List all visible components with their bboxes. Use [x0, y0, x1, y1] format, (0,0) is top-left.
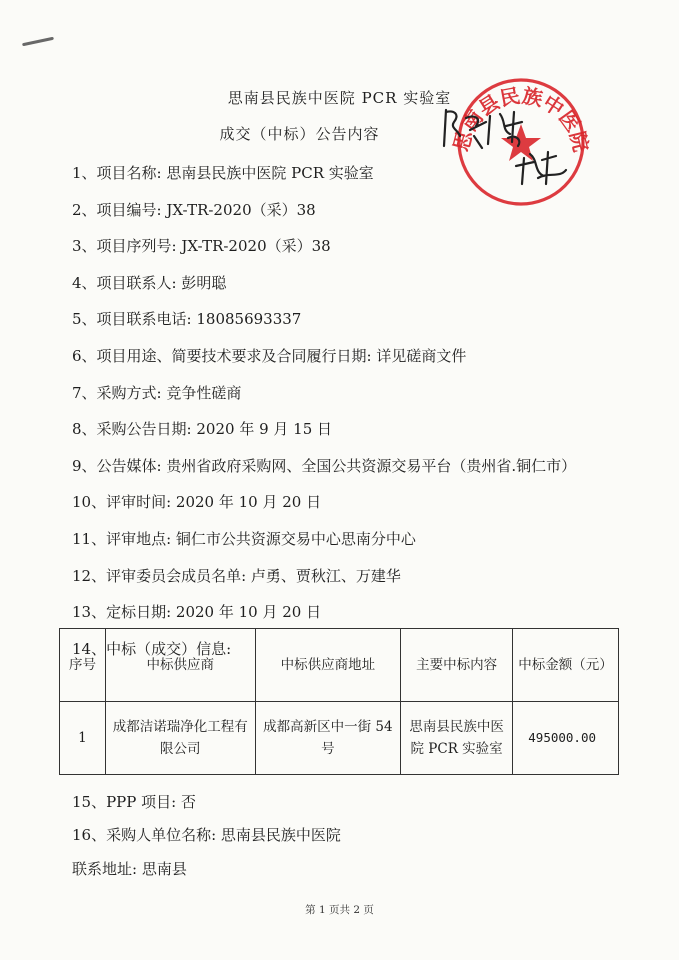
- item-purchaser: 16、采购人单位名称: 思南县民族中医院: [72, 826, 341, 844]
- header-seq: 序号: [60, 629, 106, 702]
- document-subtitle: 成交（中标）公告内容: [219, 125, 380, 143]
- cell-address: 成都高新区中一街 54 号: [255, 702, 401, 775]
- item-project-name: 1、项目名称: 思南县民族中医院 PCR 实验室: [72, 164, 374, 182]
- svg-text:思南县民族中医院: 思南县民族中医院: [448, 83, 594, 155]
- header-address: 中标供应商地址: [255, 629, 401, 702]
- cell-seq: 1: [60, 702, 106, 775]
- header-amount: 中标金额（元）: [513, 629, 619, 702]
- item-procurement-method: 7、采购方式: 竞争性磋商: [72, 383, 242, 402]
- award-table: [59, 628, 619, 775]
- contact-address: 联系地址: 思南县: [72, 860, 187, 878]
- item-award-date: 13、定标日期: 2020 年 10 月 20 日: [72, 603, 322, 622]
- item-project-serial: 3、项目序列号: JX-TR-2020（采）38: [72, 237, 331, 256]
- cell-supplier: 成都洁诺瑞净化工程有限公司: [105, 702, 255, 775]
- table-header-row: [60, 629, 619, 702]
- item-media: 9、公告媒体: 贵州省政府采购网、全国公共资源交易平台（贵州省.铜仁市）: [72, 456, 577, 475]
- item-contact-person: 4、项目联系人: 彭明聪: [72, 273, 227, 292]
- header-supplier: 中标供应商: [105, 629, 255, 702]
- item-ppp: 15、PPP 项目: 否: [72, 793, 196, 811]
- item-committee: 12、评审委员会成员名单: 卢勇、贾秋江、万建华: [72, 566, 401, 585]
- item-review-time: 10、评审时间: 2020 年 10 月 20 日: [72, 493, 322, 512]
- item-project-number: 2、项目编号: JX-TR-2020（采）38: [72, 200, 316, 219]
- table-row: [60, 702, 619, 775]
- header-content: 主要中标内容: [401, 629, 513, 702]
- item-purpose: 6、项目用途、简要技术要求及合同履行日期: 详见磋商文件: [72, 346, 467, 365]
- document-title: 思南县民族中医院 PCR 实验室: [227, 89, 452, 107]
- item-announcement-date: 8、采购公告日期: 2020 年 9 月 15 日: [72, 420, 333, 439]
- item-award-info: 14、中标（成交）信息:: [72, 639, 232, 658]
- pen-mark: [22, 37, 54, 47]
- item-contact-phone: 5、项目联系电话: 18085693337: [72, 310, 302, 329]
- page-footer: 第 1 页共 2 页: [305, 904, 374, 916]
- cell-content: 思南县民族中医院 PCR 实验室: [401, 702, 513, 775]
- item-review-location: 11、评审地点: 铜仁市公共资源交易中心思南分中心: [72, 529, 416, 548]
- announcement-items: [72, 162, 632, 674]
- cell-amount: 495000.00: [513, 702, 619, 775]
